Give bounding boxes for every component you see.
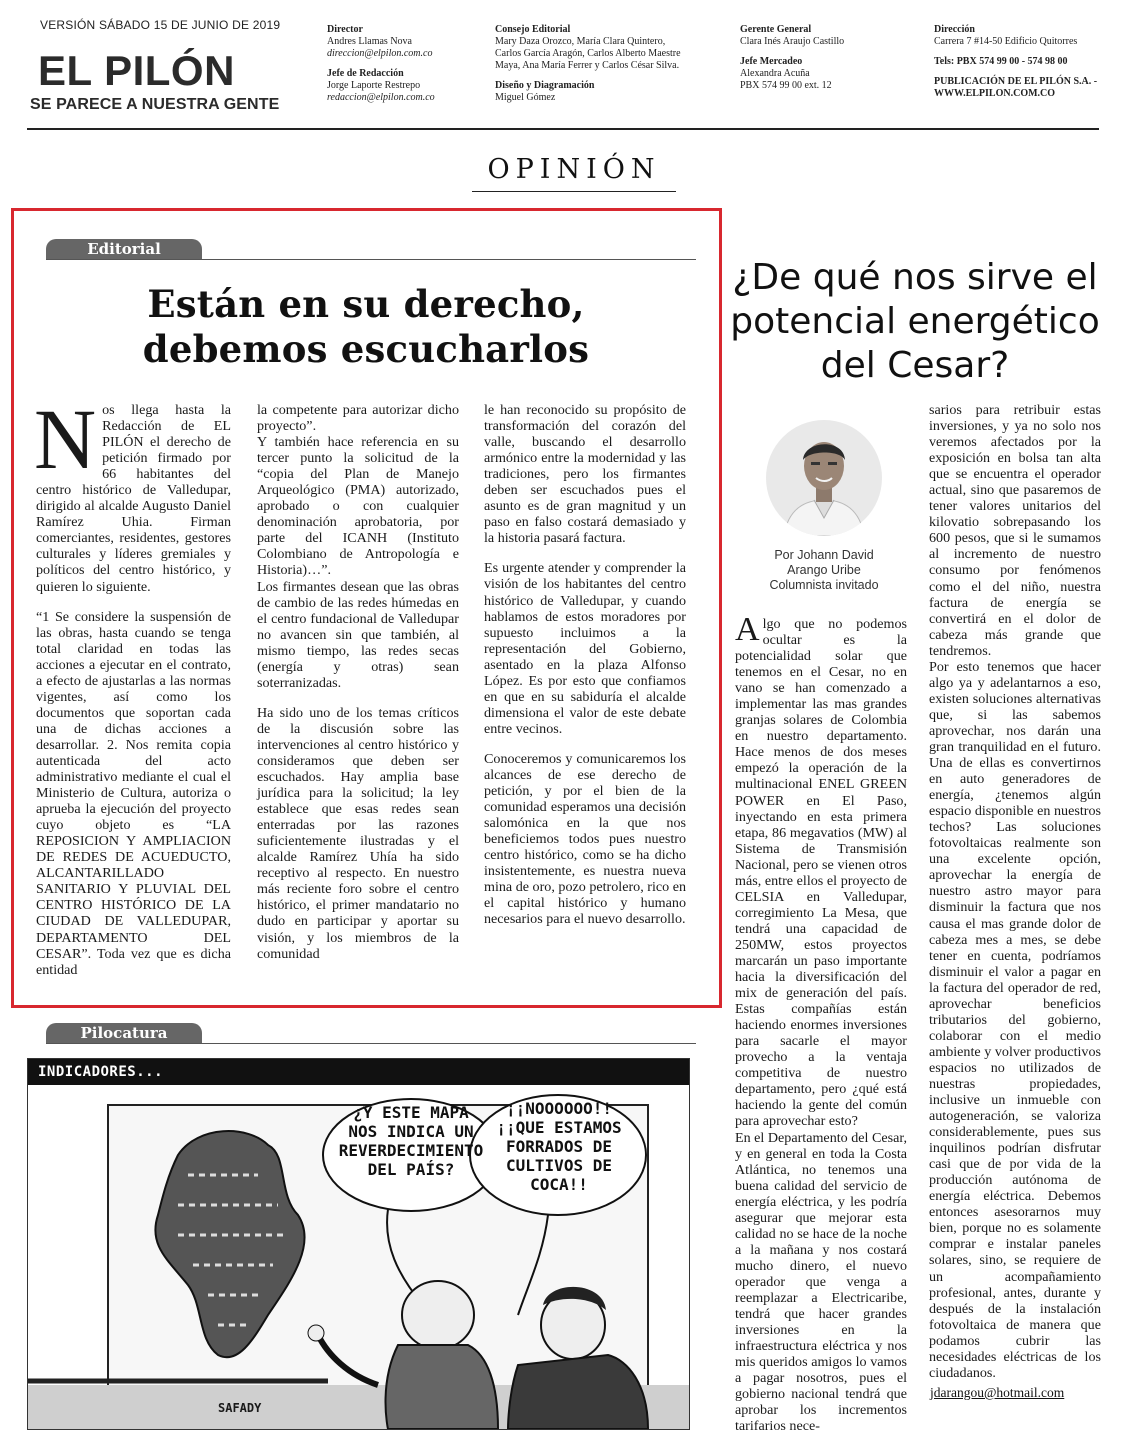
editorial-column-1: [34, 391, 231, 978]
editorial-paragraph: Ha sido uno de los temas críticos de la discusión sobre las intervenciones al centro histórico y consideramos que deben ser escuchados. Hay amplia base jurídica para la solicitud; la ley establece que esas redes sean enterradas por las razones suficientemente ilustradas y el alcalde Ramírez Uhía ha sido receptivo al respecto. En nuestro más reciente foro sobre el centro histórico, el primer mandatario no dudo en participar y aportar su visión, y los miembros de la comunidad: [257, 704, 459, 962]
bubble-line: NOS INDICA UN: [348, 1122, 474, 1141]
editorial-headline-line: debemos escucharlos: [142, 327, 590, 371]
editorial-paragraph: os llega hasta la Redacción de EL PILÓN el derecho de petición firmado por 66 habitantes del centro histórico de Valledupar, dirigido al alcalde Augusto Daniel Ramírez Uhia. Firman comerciantes, residentes, gestores culturales y líderes gremiales y políticos del centro histórico, y quieren lo siguiente.: [36, 402, 231, 595]
masthead-divider: [27, 128, 1099, 130]
opinion-column-1: [735, 611, 908, 1435]
cartoon-speech-bubble-1: [328, 1103, 494, 1179]
newspaper-logo: EL PILÓN: [38, 47, 235, 94]
section-title-underline: [472, 191, 676, 192]
staff-director-block: [327, 24, 435, 104]
bubble-line: FORRADOS DE: [506, 1137, 612, 1156]
opinion-paragraph: lgo que no podemos ocultar es la potencialidad solar que tenemos en el Cesar, no en vano se han comenzado a implementar las mas grandes granjas solares de Colombia en nuestro departamento. Hace menos de dos meses empezó la operación de la multinacional ENEL GREEN POWER en El Paso, inyectando en esta primera etapa, 86 megavatios (MW) al Sistema de Transmisión Nacional, pero se vienen otros más, entre ellos el proyecto de CELSIA en Valledupar, corregimiento La Mesa, que tendrá una capacidad de 250MW, estos proyectos marcarán un paso importante hacia la diversificación del mix de generación del país. Estas compañías están haciendo enormes inversiones para sacarle el mayor provecho a la ventaja competitiva de nuestro departamento, pero ¿qué está haciendo la gente del común para aprovechar esto?: [735, 616, 907, 1130]
editorial-column-2: [257, 402, 459, 962]
opinion-paragraph: En el Departamento del Cesar, y en general en toda la Costa Atlántica, no tenemos una buena calidad del servicio de energía eléctrica, y les podría asegurar que mejorar esta calidad no se hace de la noche a la mañana y nos costará mucho dinero, el nuevo operador que venga a reemplazar a Electricaribe, tendrá que hacer grandes inversiones en la infraestructura eléctrica y nos mis queridos amigos lo vamos a pagar nosotros, pues el gobierno nacional tendrá que aprobar los incrementos tarifarios nece-: [735, 1129, 908, 1435]
redaccion-name: Jorge Laporte Restrepo: [327, 80, 421, 91]
opinion-dropcap: A: [735, 611, 760, 648]
opinion-paragraph: Por esto tenemos que hacer algo ya y adelantarnos a eso, existen soluciones alternativas que, si las sabemos aprovechar, nos darán una gran tranquilidad en el futuro. Una de ellas es convertirnos en auto generadores de energía, ¿tenemos algún espacio disponible en nuestros techos? Las soluciones fotovoltaicas realmente son una excelente opción, aprovechar la energía de nuestro astro mayor para disminuir la factura que nos causa el mas grande dolor de cabeza mes a mes, se debe tener en cuenta, podríamos disminuir el valor a pagar en la factura del operador de red, aprovechar beneficios tributarios del gobierno, colaborar con el medio ambiente y volver productivos espacios no utilizados de nuestras propiedades, inclusive un inmueble con autogeneración, se valoriza considerablemente, pues sus inquilinos podrían disfrutar casi que de por vida de la producción autónoma de energía eléctrica. Debemos entonces asesorarnos muy bien, porque no es solamente comprar e instalar paneles solares, sino, se requiere de un acompañamiento profesional, antes, durante y después de la instalación fotovoltaica de manera que podamos cubrir las necesidades eléctricas de los ciudadanos.: [929, 658, 1101, 1381]
editorial-tab: Editorial: [46, 239, 202, 259]
bubble-line: CULTIVOS DE: [506, 1156, 612, 1175]
editorial-paragraph: le han reconocido su propósito de transformación del corazón del valle, buscando el desarrollo armónico entre la modernidad y las tradiciones, pero los firmantes deben ser escuchados pues el asunto es de gran magnitud y un paso en falso costará demasiado y la historia pasará factura.: [484, 402, 686, 547]
byline-line: Columnista invitado: [769, 578, 879, 592]
opinion-headline-line: del Cesar?: [820, 345, 1010, 386]
consejo-line: Maya, Ana María Ferrer y Carlos César Silva.: [495, 60, 680, 71]
staff-gerencia-block: [740, 24, 844, 92]
publicacion-line: PUBLICACIÓN DE EL PILÓN S.A. -: [934, 76, 1098, 87]
editorial-cartoon: [27, 1058, 690, 1430]
opinion-headline: [730, 256, 1100, 388]
editorial-paragraph: Es urgente atender y comprender la visión de los habitantes del centro histórico de Valledupar, y cuando hablamos de estos moradores por supuesto incluimos a la representación del Gobierno, asentado en la plaza Alfonso López. Es por esto que confiamos en que en su sabiduría el alcalde dimensiona el valor de este debate entre vecinos.: [484, 560, 686, 737]
editorial-paragraph: Los firmantes desean que las obras de cambio de las redes húmedas en el centro fundacional de Valledupar no avancen sin que también, al mismo tiempo, las redes secas (energía y otras) sean soterranizadas.: [257, 578, 459, 691]
section-title: OPINIÓN: [487, 154, 661, 185]
direccion-value: Carrera 7 #14-50 Edificio Quitorres: [934, 36, 1078, 47]
editorial-dropcap: N: [34, 391, 97, 487]
website-link[interactable]: WWW.ELPILON.COM.CO: [934, 88, 1056, 99]
redaccion-label: Jefe de Redacción: [327, 68, 404, 79]
opinion-column-2: [929, 402, 1101, 1381]
mercadeo-label: Jefe Mercadeo: [740, 56, 803, 67]
bubble-line: ¡¡NOOOOOO!!: [506, 1099, 612, 1118]
diseno-name: Miguel Gómez: [495, 92, 556, 103]
cartoon-tab: Pilocatura: [46, 1023, 202, 1043]
opinion-headline-line: potencial energético: [730, 301, 1100, 342]
gerente-label: Gerente General: [740, 24, 812, 35]
editorial-paragraph: Conoceremos y comunicaremos los alcances de ese derecho de petición, y por el bien de la comunidad esperamos una decisión salomónica en la que nos beneficiemos todos pues nuestro centro histórico, como se ha dicho insistentemente, es nuestra nueva mina de oro, pozo petrolero, rico en el capital histórico y humano necesarios para el nuevo desarrollo.: [484, 750, 686, 928]
byline-line: Por Johann David: [774, 548, 874, 562]
cartoon-header: INDICADORES...: [28, 1059, 689, 1085]
staff-consejo-block: [495, 24, 681, 104]
bubble-line: ¿Y ESTE MAPA: [353, 1103, 469, 1122]
cartoon-speech-bubble-2: [474, 1099, 644, 1194]
mercadeo-phone: PBX 574 99 00 ext. 12: [740, 80, 832, 91]
cartoon-tab-rule: [46, 1043, 696, 1044]
cartoonist-signature: SAFADY: [218, 1401, 262, 1415]
newspaper-tagline: SE PARECE A NUESTRA GENTE: [30, 96, 280, 113]
mercadeo-name: Alexandra Acuña: [740, 68, 810, 79]
director-label: Director: [327, 24, 363, 35]
director-name: Andres Llamas Nova: [327, 36, 412, 47]
bubble-line: ¡¡QUE ESTAMOS: [496, 1118, 622, 1137]
bubble-line: COCA!!: [530, 1175, 588, 1194]
diseno-label: Diseño y Diagramación: [495, 80, 595, 91]
editorial-headline-line: Están en su derecho,: [147, 282, 585, 326]
columnist-byline: [740, 548, 908, 593]
columnist-email-link[interactable]: jdarangou@hotmail.com: [930, 1385, 1065, 1400]
editorial-paragraph: “1 Se considere la suspensión de las obras, hasta cuando se tenga total claridad en todas las acciones a ejecutar en el contrato, a efecto de ajustarlas a las normas vigentes, así como los documentos que soportan cada una de dichas acciones a desarrollar. 2. Nos remita copia autenticada del acto administrativo mediante el cual el Ministerio de Cultura, autoriza o aprueba la ejecución del proyecto cuyo objeto es “LA REPOSICION Y AMPLIACION DE REDES DE ACUEDUCTO, ALCANTARILLADO SANITARIO Y PLUVIAL DEL CENTRO HISTÓRICO DE LA CIUDAD DE VALLEDUPAR, DEPARTAMENTO DEL CESAR”. Toda vez que es dicha entidad: [36, 608, 231, 978]
gerente-name: Clara Inés Araujo Castillo: [740, 36, 845, 47]
columnist-portrait: [766, 420, 882, 536]
bubble-line: REVERDECIMIENTO: [338, 1141, 484, 1160]
direccion-label: Dirección: [934, 24, 975, 35]
byline-line: Arango Uribe: [787, 563, 861, 577]
editorial-paragraph: la competente para autorizar dicho proyecto”.: [257, 402, 459, 435]
editorial-headline: [60, 282, 672, 372]
staff-direccion-block: [934, 24, 1097, 100]
edition-date: VERSIÓN SÁBADO 15 DE JUNIO DE 2019: [40, 18, 281, 32]
consejo-line: Carlos García Aragón, Carlos Alberto Maestre: [495, 48, 681, 59]
consejo-label: Consejo Editorial: [495, 24, 571, 35]
opinion-headline-line: ¿De qué nos sirve el: [732, 257, 1098, 298]
editorial-tab-rule: [46, 259, 696, 260]
bubble-line: DEL PAÍS?: [367, 1160, 455, 1179]
opinion-paragraph: sarios para retribuir estas inversiones, y ya no solo nos veremos afectados por la exposición en bolsa tan alta que se encuentra el operador actual, sino que pasaremos de tener valores unitarios del kilovatio sobrepasando los 600 pesos, que si le sumamos al incremento de nuestro consumo por fenómenos como el del niño, nuestra factura de energía se convertirá en el dolor de cabeza más grande que tendremos.: [929, 402, 1101, 659]
telefonos: Tels: PBX 574 99 00 - 574 98 00: [934, 56, 1068, 67]
redaccion-email: redaccion@elpilon.com.co: [327, 92, 435, 103]
director-email: direccion@elpilon.com.co: [327, 48, 433, 59]
editorial-paragraph: Y también hace referencia en su tercer punto la solicitud de la “copia del Plan de Manejo Arqueológico (PMA) autorizado, aprobado o con cualquier denominación aprobatoria, por parte del ICANH (Instituto Colombiano de Antropología e Historia)…”.: [257, 434, 459, 579]
editorial-column-3: [484, 402, 686, 927]
consejo-line: Mary Daza Orozco, María Clara Quintero,: [495, 36, 666, 47]
